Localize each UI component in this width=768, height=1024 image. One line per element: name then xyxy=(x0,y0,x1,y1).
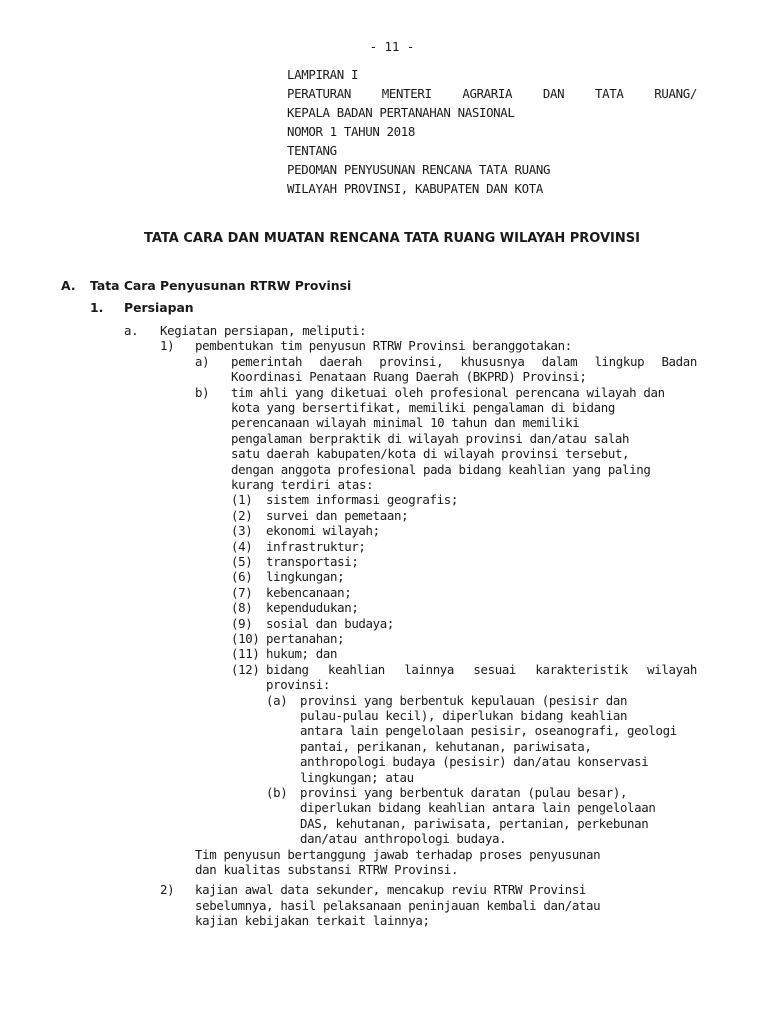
item-1b-line: kurang terdiri atas: xyxy=(231,477,374,492)
expertise-item: sistem informasi geografis; xyxy=(266,492,458,507)
item-2-line: kajian kebijakan terkait lainnya; xyxy=(195,913,430,928)
expertise-marker: (3) xyxy=(231,523,253,538)
expertise-12-marker: (12) xyxy=(231,662,260,677)
item-1b-line: kota yang bersertifikat, memiliki pengalaman di bidang xyxy=(231,400,615,415)
header-line-kepala: KEPALA BADAN PERTANAHAN NASIONAL xyxy=(287,105,515,120)
expertise-item: transportasi; xyxy=(266,554,359,569)
expertise-marker: (4) xyxy=(231,539,253,554)
item-1a-line xyxy=(231,354,697,370)
item-1b-line: satu daerah kabupaten/kota di wilayah provinsi tersebut, xyxy=(231,446,630,461)
word: pemerintah xyxy=(231,354,303,369)
expertise-12-line: provinsi: xyxy=(266,677,330,692)
expertise-12b-line: dan/atau anthropologi budaya. xyxy=(300,831,507,846)
expertise-marker: (8) xyxy=(231,600,253,615)
item-1b-line: dengan anggota profesional pada bidang keahlian yang paling xyxy=(231,462,651,477)
item-1b-line: pengalaman berpraktik di wilayah provinsi dan/atau salah xyxy=(231,431,630,446)
header-line-peraturan xyxy=(287,86,697,102)
expertise-12b-marker: (b) xyxy=(266,785,288,800)
item-1-marker: 1) xyxy=(160,338,175,353)
team-note-line: dan kualitas substansi RTRW Provinsi. xyxy=(195,862,459,877)
word: wilayah xyxy=(647,662,697,677)
expertise-item: pertanahan; xyxy=(266,631,345,646)
word: RUANG/ xyxy=(654,86,697,101)
expertise-item: infrastruktur; xyxy=(266,539,366,554)
header-line-nomor: NOMOR 1 TAHUN 2018 xyxy=(287,124,415,139)
expertise-marker: (2) xyxy=(231,508,253,523)
expertise-12a-line: pantai, perikanan, kehutanan, pariwisata, xyxy=(300,739,592,754)
word: daerah xyxy=(319,354,362,369)
header-line-wilayah: WILAYAH PROVINSI, KABUPATEN DAN KOTA xyxy=(287,181,543,196)
word: Badan xyxy=(661,354,697,369)
expertise-marker: (6) xyxy=(231,569,253,584)
expertise-marker: (9) xyxy=(231,616,253,631)
expertise-12a-line: lingkungan; atau xyxy=(300,770,414,785)
word: MENTERI xyxy=(381,86,432,101)
section-1-heading: Persiapan xyxy=(124,300,194,315)
section-1-marker: 1. xyxy=(90,300,104,315)
word: dalam xyxy=(541,354,578,369)
word: keahlian xyxy=(328,662,385,677)
expertise-item: kependudukan; xyxy=(266,600,359,615)
item-2-marker: 2) xyxy=(160,882,175,897)
word: lingkup xyxy=(594,354,645,369)
header-line-tentang: TENTANG xyxy=(287,143,337,158)
expertise-marker: (5) xyxy=(231,554,253,569)
word: AGRARIA xyxy=(462,86,513,101)
item-2-line: kajian awal data sekunder, mencakup reviu RTRW Provinsi xyxy=(195,882,587,897)
header-line-lampiran: LAMPIRAN I xyxy=(287,67,359,82)
item-1b-marker: b) xyxy=(195,385,210,400)
expertise-12a-line: pulau-pulau kecil), diperlukan bidang keahlian xyxy=(300,708,628,723)
expertise-12b-line: DAS, kehutanan, pariwisata, pertanian, perkebunan xyxy=(300,816,649,831)
expertise-item: ekonomi wilayah; xyxy=(266,523,380,538)
word: lainnya xyxy=(404,662,455,677)
expertise-12-line xyxy=(266,662,697,678)
item-1b-line: tim ahli yang diketuai oleh profesional perencana wilayah dan xyxy=(231,385,665,400)
item-1-text: pembentukan tim penyusun RTRW Provinsi beranggotakan: xyxy=(195,338,572,353)
expertise-item: sosial dan budaya; xyxy=(266,616,394,631)
expertise-item: lingkungan; xyxy=(266,569,345,584)
item-1a-marker: a) xyxy=(195,354,210,369)
expertise-12b-line: provinsi yang berbentuk daratan (pulau besar), xyxy=(300,785,628,800)
expertise-12a-marker: (a) xyxy=(266,693,288,708)
section-a-marker: A. xyxy=(61,278,76,293)
item-a-marker: a. xyxy=(124,323,139,338)
word: bidang xyxy=(266,662,309,677)
expertise-12a-line: provinsi yang berbentuk kepulauan (pesisir dan xyxy=(300,693,628,708)
item-1b-line: perencanaan wilayah minimal 10 tahun dan memiliki xyxy=(231,415,580,430)
page-number: - 11 - xyxy=(369,39,415,54)
word: karakteristik xyxy=(535,662,628,677)
expertise-item: survei dan pemetaan; xyxy=(266,508,409,523)
word: PERATURAN xyxy=(287,86,351,101)
item-2-line: sebelumnya, hasil pelaksanaan peninjauan kembali dan/atau xyxy=(195,898,601,913)
word: khususnya xyxy=(460,354,525,369)
team-note-line: Tim penyusun bertanggung jawab terhadap proses penyusunan xyxy=(195,847,601,862)
word: sesuai xyxy=(473,662,517,677)
expertise-12b-line: diperlukan bidang keahlian antara lain pengelolaan xyxy=(300,800,656,815)
word: TATA xyxy=(595,86,624,101)
document-title: TATA CARA DAN MUATAN RENCANA TATA RUANG WILAYAH PROVINSI xyxy=(144,231,640,246)
expertise-marker: (7) xyxy=(231,585,253,600)
expertise-item: kebencanaan; xyxy=(266,585,352,600)
expertise-marker: (1) xyxy=(231,492,253,507)
header-line-pedoman: PEDOMAN PENYUSUNAN RENCANA TATA RUANG xyxy=(287,162,551,177)
expertise-marker: (11) xyxy=(231,646,260,661)
item-1a-line: Koordinasi Penataan Ruang Daerah (BKPRD) Provinsi; xyxy=(231,369,587,384)
expertise-12a-line: anthropologi budaya (pesisir) dan/atau konservasi xyxy=(300,754,649,769)
item-a-text: Kegiatan persiapan, meliputi: xyxy=(160,323,367,338)
section-a-heading: Tata Cara Penyusunan RTRW Provinsi xyxy=(90,278,352,293)
expertise-12a-line: antara lain pengelolaan pesisir, oseanografi, geologi xyxy=(300,723,677,738)
expertise-item: hukum; dan xyxy=(266,646,338,661)
expertise-marker: (10) xyxy=(231,631,260,646)
word: provinsi, xyxy=(379,354,444,369)
word: DAN xyxy=(542,86,565,101)
